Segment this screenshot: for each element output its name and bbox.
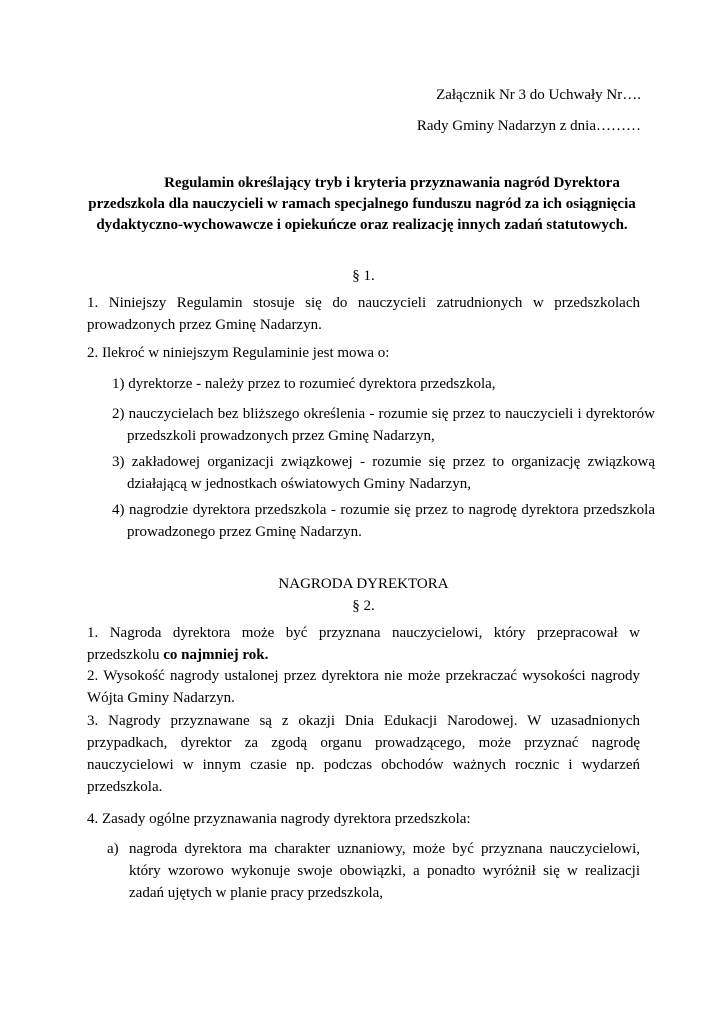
list-item-a-label: a) — [107, 841, 119, 857]
paragraph-1-text: 1. Nagroda dyrektora może być przyznana nauczycielowi, który przepracował w przedszkolu — [87, 625, 640, 663]
list-item-a-text: nagroda dyrektora ma charakter uznaniowy, może być przyznana nauczycielowi, który wzorowo wykonuje swoje obowiązki, a ponadto wyróżnił się w realizacji zadań ujętych w planie pracy przedszkola, — [129, 841, 640, 901]
section-2-heading: NAGRODA DYREKTORA — [278, 576, 449, 592]
section-2-paragraph-3: 3. Nagrody przyznawane są z okazji Dnia Edukacji Narodowej. W uzasadnionych przypadkach, dyrektor za zgodą organu prowadzącego, może przyznać nagrodę nauczycielowi w innym czasie np. podczas obchodów ważnych rocznic i wydarzeń przedszkola. — [87, 713, 640, 795]
section-1-paragraph-1: 1. Niniejszy Regulamin stosuje się do nauczycieli zatrudnionych w przedszkolach prowadzonych przez Gminę Nadarzyn. — [87, 295, 640, 333]
title-line-3: dydaktyczno-wychowawcze i opiekuńcze oraz realizację innych zadań statutowych. — [96, 217, 628, 233]
section-2-paragraph-1 — [87, 622, 640, 666]
definition-item-2: 2) nauczycielach bez bliższego określenia - rozumie się przez to nauczycieli i dyrektorów przedszkoli prowadzonych przez Gminę Nadarzyn, — [112, 406, 655, 444]
section-2-paragraph-2: 2. Wysokość nagrody ustalonej przez dyrektora nie może przekraczać wysokości nagrody Wójta Gminy Nadarzyn. — [87, 668, 640, 706]
definition-item-1: 1) dyrektorze - należy przez to rozumieć dyrektora przedszkola, — [112, 376, 496, 392]
document-title — [80, 173, 644, 236]
definition-item-3: 3) zakładowej organizacji związkowej - rozumie się przez to organizację związkową działającą w jednostkach oświatowych Gminy Nadarzyn, — [112, 454, 655, 492]
title-line-1: Regulamin określający tryb i kryteria przyznawania nagród Dyrektora — [164, 175, 620, 191]
definition-item-4: 4) nagrodzie dyrektora przedszkola - rozumie się przez to nagrodę dyrektora przedszkola prowadzonego przez Gminę Nadarzyn. — [112, 502, 655, 540]
title-line-2: przedszkola dla nauczycieli w ramach specjalnego funduszu nagród za ich osiągnięcia — [88, 196, 636, 212]
paragraph-1-bold: co najmniej rok. — [163, 647, 269, 663]
attachment-header-line2: Rady Gminy Nadarzyn z dnia……… — [416, 118, 641, 134]
section-1-mark: § 1. — [352, 268, 375, 284]
section-2-paragraph-4: 4. Zasady ogólne przyznawania nagrody dyrektora przedszkola: — [87, 811, 471, 827]
section-1-paragraph-2: 2. Ilekroć w niniejszym Regulaminie jest mowa o: — [87, 345, 390, 361]
attachment-header-line1: Załącznik Nr 3 do Uchwały Nr…. — [436, 87, 641, 103]
section-2-mark: § 2. — [352, 598, 375, 614]
